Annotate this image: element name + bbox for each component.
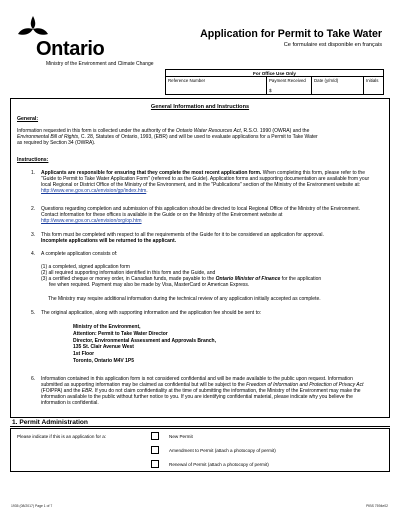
item-number: 1. <box>31 170 36 176</box>
instruction-1: Applicants are responsible for ensuring that they complete the most recent application form. When completing this form, please refer to the "Guide to Permit to Take Water Application Form" (referred to as the Guide). Application forms and supporting documentation are available from your local Regional or District Office of the Ministry of the Environment, and in the "Publications" section of the Ministry of the Environment website at: http://www.ene.gov.on.ca/envision/gp/index.htm. <box>41 170 370 194</box>
item-number: 3. <box>31 232 36 238</box>
office-use-box <box>165 69 384 95</box>
general-paragraph: Information requested in this form is collected under the authority of the Ontario Water Resources Act, R.S.O. 1990 (OWRA) and the Environmental Bill of Rights, C. 28, Statutes of Ontario, 1993, (EBR) and will be used to evaluate applications for a Permit to Take Water as required by Section 34 (OWRA). <box>17 128 318 146</box>
amendment-checkbox[interactable] <box>151 446 159 454</box>
info-title: General Information and Instructions <box>150 104 250 110</box>
instruction-4-list: (1) a completed, signed application form (2) all required supporting information identified in this form and the Guide, and (3) a certified cheque or money order, in Canadian funds, made payable to the Ontario Minister of Finance for the application fee when required. Payment may also be made by Visa, MasterCard or American Express. <box>41 264 322 288</box>
currency-symbol: $ <box>269 88 272 93</box>
instructions-heading: Instructions: <box>17 157 49 163</box>
item-number: 5. <box>31 310 36 316</box>
reference-number-field[interactable]: Reference Number <box>168 78 206 83</box>
initials-field[interactable]: Initials <box>363 77 385 94</box>
ontario-logo <box>16 14 106 60</box>
ministry-name: Ministry of the Environment and Climate Change <box>46 61 154 67</box>
permit-administration-heading: 1. Permit Administration <box>12 419 88 426</box>
section-divider <box>10 426 390 427</box>
general-information-box <box>10 98 390 418</box>
renewal-checkbox[interactable] <box>151 460 159 468</box>
new-permit-checkbox[interactable] <box>151 432 159 440</box>
date-field[interactable]: Date (y/m/d) <box>311 77 363 94</box>
item-number: 2. <box>31 206 36 212</box>
amendment-label: Amendment to Permit (attach a photocopy of permit) <box>169 448 276 453</box>
instruction-4: A complete application consists of: <box>41 251 118 257</box>
instruction-4-note: The Ministry may require additional information during the technical review of any application initially accepted as complete. <box>48 296 321 302</box>
offices-link[interactable]: http://www.ene.gov.on.ca/envision/org/op.htm <box>41 218 142 224</box>
general-heading: General: <box>17 116 39 122</box>
payment-received-field[interactable]: Payment Received $ <box>266 77 311 94</box>
french-availability-note: Ce formulaire est disponible en français <box>283 42 382 48</box>
instruction-2: Questions regarding completion and submission of this application should be directed to local Regional Office of the Ministry of the Environment. Contact information for these offices is available in the Guide or on the Ministry of the Environment website at http://www.ene.gov.on.ca/envision/org/op.htm <box>41 206 360 224</box>
footer-pibs: PIBS 7594e02 <box>366 504 388 508</box>
form-title: Application for Permit to Take Water <box>200 28 382 40</box>
item-number: 6. <box>31 376 36 382</box>
item-number: 4. <box>31 251 36 257</box>
publications-link[interactable]: http://www.ene.gov.on.ca/envision/gp/index.htm <box>41 188 147 194</box>
instruction-3: This form must be completed with respect to all the requirements of the Guide for it to be considered an application for approval. Incomplete applications will be returned to the applicant. <box>41 232 324 244</box>
instruction-6: Information contained in this application form is not considered confidential and will be made available to the public upon request. Information submitted as supporting information may be claimed as confidential but will be subject to the Freedom of Information and Protection of Privacy Act (FOIPPA) and the EBR. If you do not claim confidentiality at the time of submitting the information, the Ministry of the Environment may make the information available to the public without further notice to you. If you are identifying confidential material, please indicate why you believe the information is confidential. <box>41 376 364 406</box>
instruction-5: The original application, along with supporting information and the application fee should be sent to: <box>41 310 262 316</box>
footer-form-number: 1935 (08/2017) Page 1 of 7 <box>11 504 53 508</box>
logo-wordmark: Ontario <box>36 38 105 60</box>
new-permit-label: New Permit <box>169 434 193 439</box>
application-type-question: Please indicate if this is an application for a: <box>17 434 107 439</box>
renewal-label: Renewal of Permit (attach a photocopy of permit) <box>169 462 269 467</box>
mailing-address: Ministry of the Environment, Attention: Permit to Take Water Director Director, Environmental Assessment and Approvals Branch, 135 St. Clair Avenue West 1st Floor Toronto, Ontario M4V 1P5 <box>73 324 217 364</box>
office-use-row <box>166 77 383 94</box>
permit-administration-box <box>10 428 390 472</box>
office-use-heading: For Office Use Only <box>166 70 383 77</box>
